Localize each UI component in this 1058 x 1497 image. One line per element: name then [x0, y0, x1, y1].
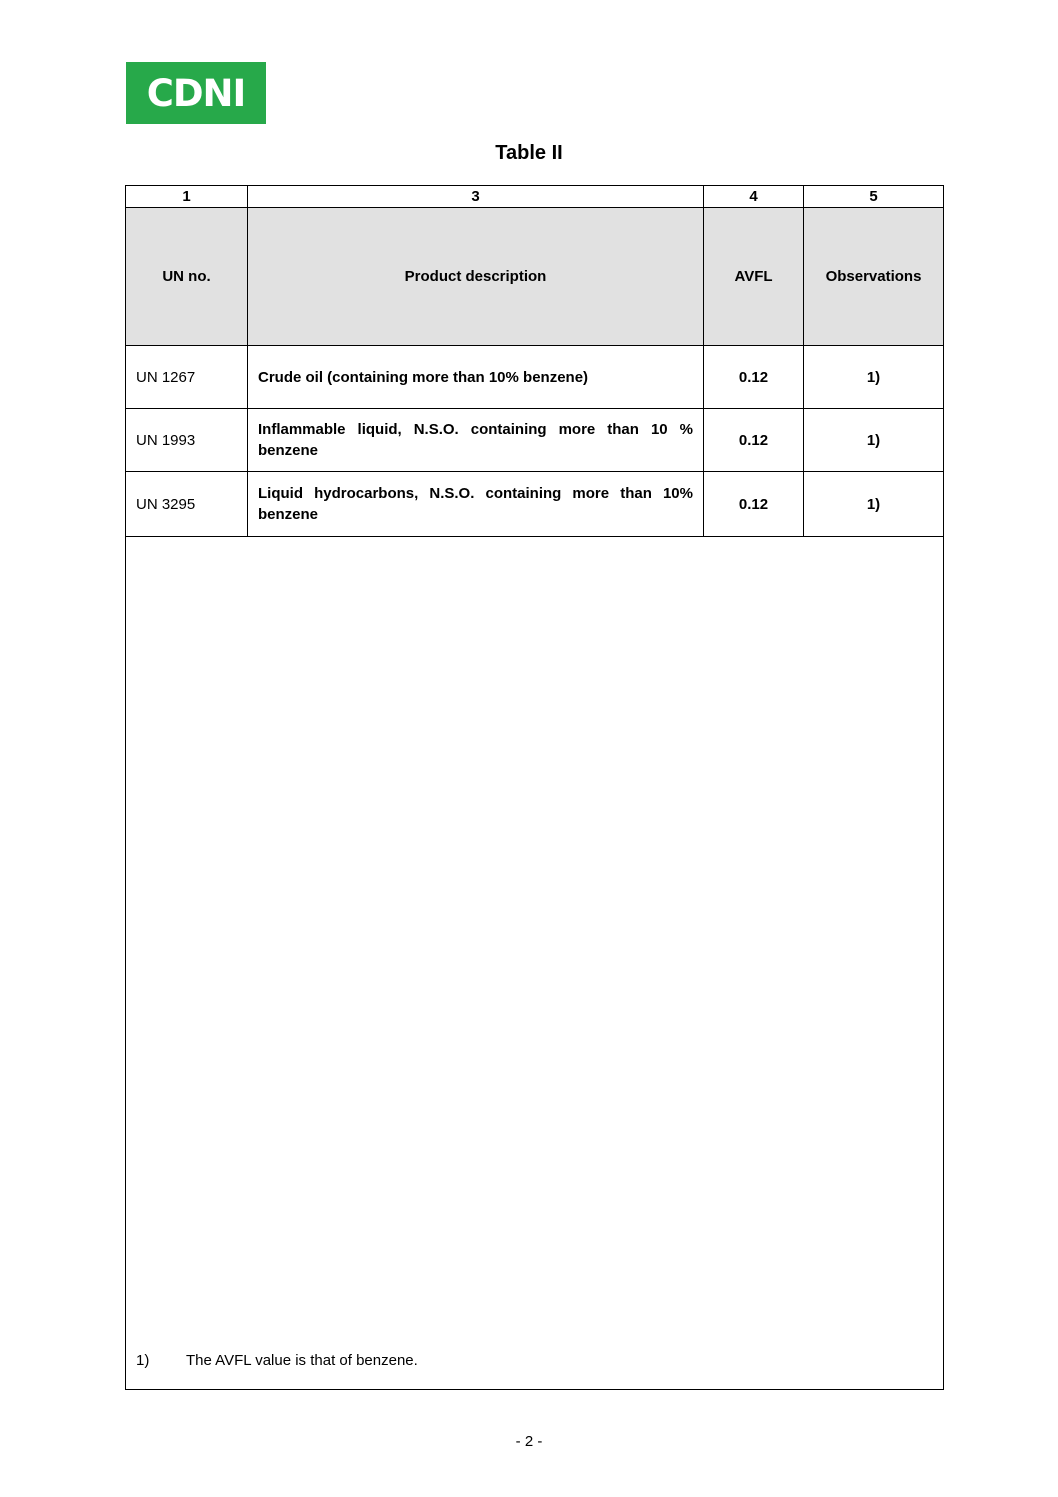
- description-cell: Liquid hydrocarbons, N.S.O. containing more than 10% benzene: [248, 472, 704, 537]
- header-product-description: Product description: [248, 208, 704, 346]
- description-cell: Crude oil (containing more than 10% benzene): [248, 346, 704, 409]
- page-number: - 2 -: [515, 1433, 543, 1450]
- column-number-row: [126, 186, 944, 208]
- avfl-cell: 0.12: [704, 346, 804, 409]
- substance-table: [125, 185, 944, 1390]
- observations-cell: 1): [804, 472, 944, 537]
- footnote-cell: [126, 537, 944, 1390]
- footnote-text: The AVFL value is that of benzene.: [186, 1352, 418, 1369]
- description-cell: Inflammable liquid, N.S.O. containing more than 10 % benzene: [248, 409, 704, 472]
- table-row: [126, 409, 944, 472]
- footnote-mark: 1): [136, 1352, 150, 1369]
- table-row: [126, 472, 944, 537]
- footnote-row: [126, 537, 944, 1390]
- un-number-cell: UN 3295: [126, 472, 248, 537]
- observations-cell: 1): [804, 346, 944, 409]
- header-un-no: UN no.: [126, 208, 248, 346]
- header-avfl: AVFL: [704, 208, 804, 346]
- avfl-cell: 0.12: [704, 472, 804, 537]
- header-observations: Observations: [804, 208, 944, 346]
- column-number: 1: [126, 186, 248, 208]
- cdni-logo: CDNI: [126, 62, 266, 124]
- avfl-cell: 0.12: [704, 409, 804, 472]
- column-number: 5: [804, 186, 944, 208]
- header-row: [126, 208, 944, 346]
- column-number: 3: [248, 186, 704, 208]
- un-number-cell: UN 1993: [126, 409, 248, 472]
- observations-cell: 1): [804, 409, 944, 472]
- un-number-cell: UN 1267: [126, 346, 248, 409]
- footnote: [126, 1352, 943, 1389]
- page-title: Table II: [495, 142, 563, 164]
- table-row: [126, 346, 944, 409]
- column-number: 4: [704, 186, 804, 208]
